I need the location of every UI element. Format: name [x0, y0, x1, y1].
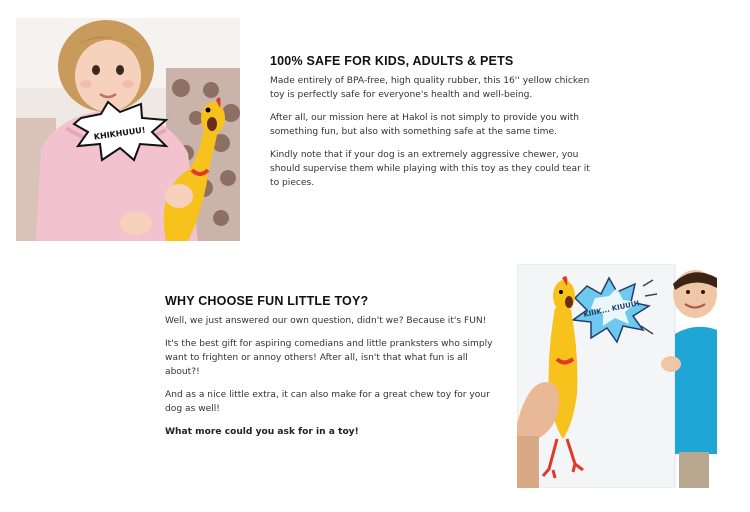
- girl-with-rubber-chicken-icon: [16, 18, 240, 241]
- safety-paragraph-1: Made entirely of BPA-free, high quality rubber, this 16'' yellow chicken toy is perfectly safe for everyone's health and well-being.: [270, 76, 590, 100]
- boy-chicken-photo: [517, 264, 717, 488]
- why-choose-paragraph-1: Well, we just answered our own question, didn't we? Because it's FUN!: [165, 316, 487, 326]
- boy-with-poster-and-rubber-chicken-icon: [517, 264, 717, 488]
- why-choose-paragraph-3: And as a nice little extra, it can also make for a great chew toy for your dog as well!: [165, 390, 490, 414]
- burst-text: KIIIK... KIUUU!: [582, 299, 641, 319]
- safety-paragraph-2: After all, our mission here at Hakol is not simply to provide you with something fun, but also with something safe at the same time.: [270, 113, 580, 137]
- why-choose-paragraph-2: It's the best gift for aspiring comedians and little pranksters who simply want to frighten or annoy others! After all, isn't that what fun is all about?!: [165, 339, 493, 377]
- girl-chicken-photo: [16, 18, 240, 241]
- burst-text: KHIKHUUU!: [93, 125, 146, 142]
- why-choose-heading: WHY CHOOSE FUN LITTLE TOY?: [165, 294, 369, 308]
- safety-paragraph-3: Kindly note that if your dog is an extremely aggressive chewer, you should supervise them while playing with this toy as they could tear it to pieces.: [270, 150, 590, 188]
- safety-heading: 100% SAFE FOR KIDS, ADULTS & PETS: [270, 54, 514, 68]
- why-choose-closing: What more could you ask for in a toy!: [165, 427, 359, 437]
- why-choose-section: [165, 294, 500, 448]
- safety-section: [270, 54, 600, 199]
